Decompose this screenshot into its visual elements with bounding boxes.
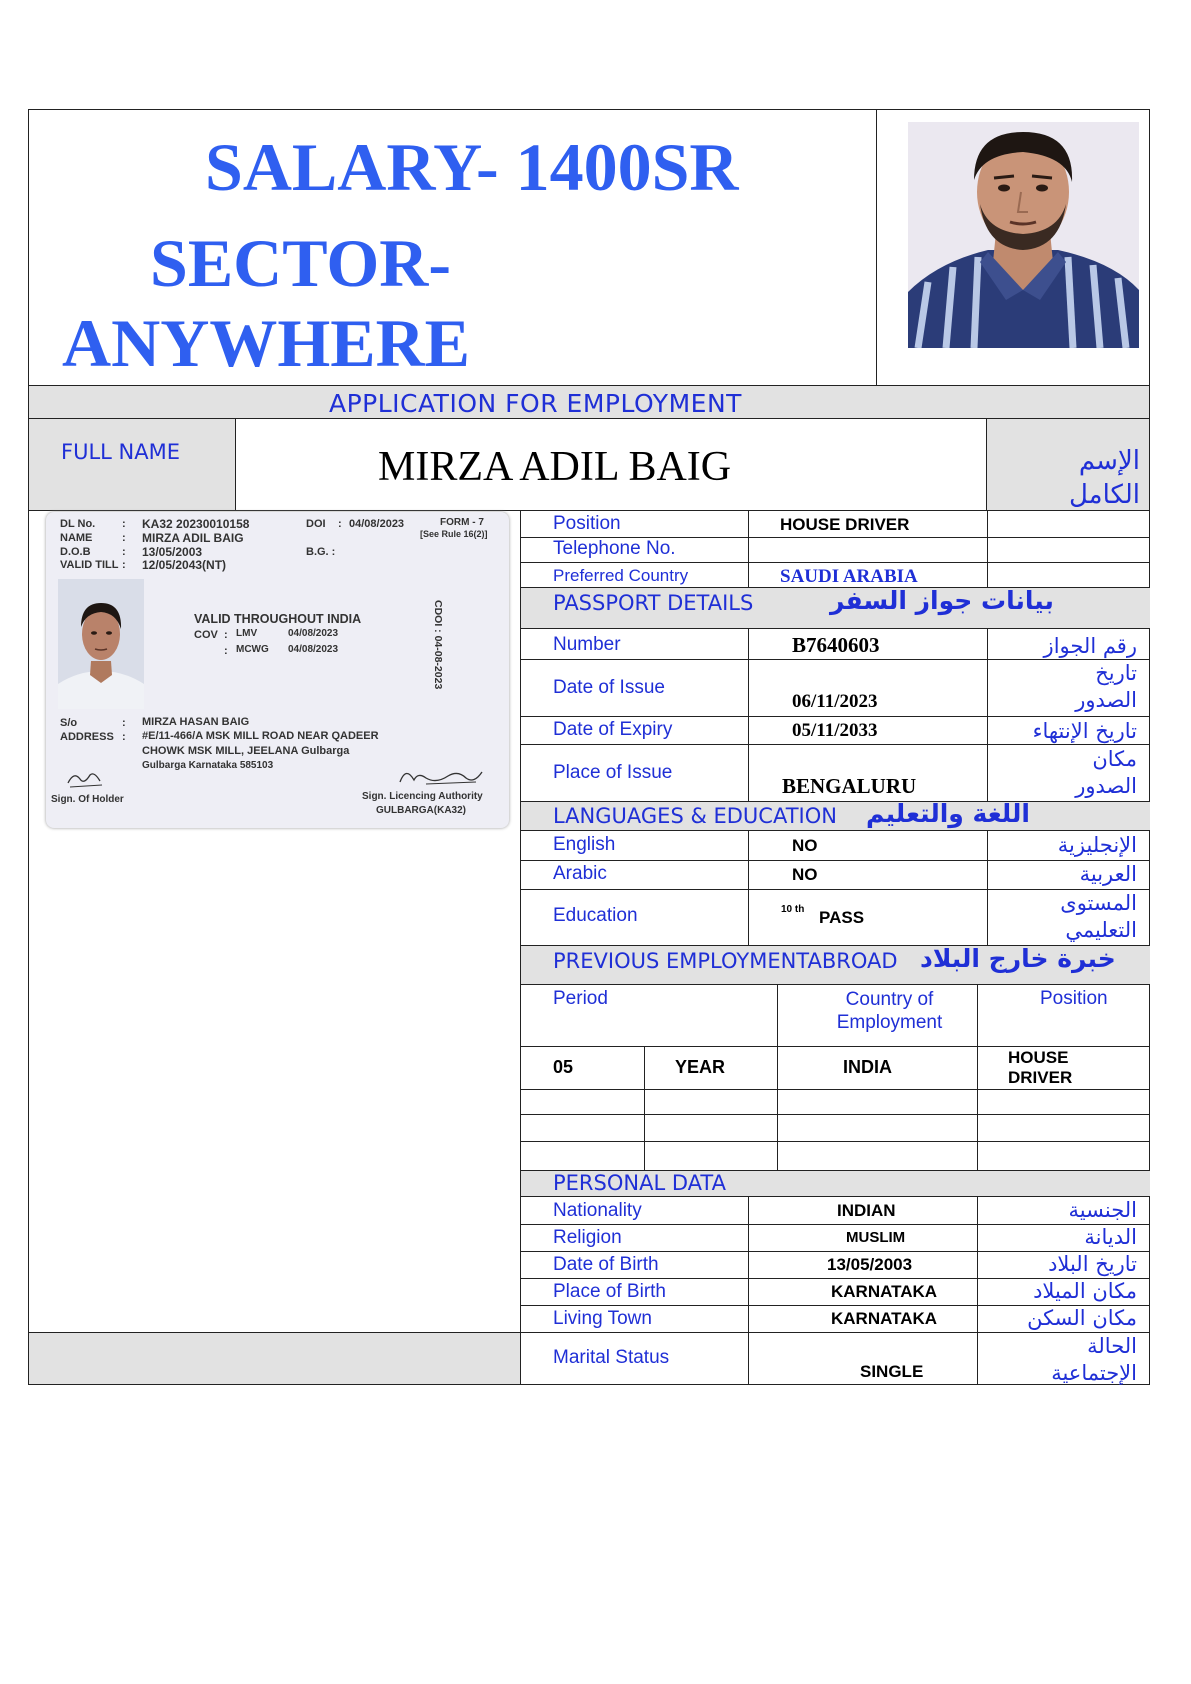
education-ar: المستوى التعليمي [1060,891,1137,942]
license-dob-colon: : [122,546,126,558]
license-cov1: LMV [236,628,258,639]
passport-issue-ar: تاريخ الصدور [1075,661,1137,712]
telephone-label: Telephone No. [553,538,676,559]
passport-issue-label: Date of Issue [553,677,665,698]
birthplace-value: KARNATAKA [831,1282,938,1301]
employment-col-period: Period [553,988,608,1009]
arabic-label: Arabic [553,863,607,884]
marital-status-ar: الحالة الإجتماعية [1051,1334,1137,1385]
education-superscript: 10 th [781,904,805,915]
salary-heading: SALARY- 1400SR [205,129,739,205]
license-doi-colon: : [338,518,342,530]
driving-license-card [46,512,509,828]
license-address-line3: Gulbarga Karnataka 585103 [142,760,274,771]
license-dl-number: KA32 20230010158 [142,517,250,531]
license-holder-sign: Sign. Of Holder [51,794,124,805]
license-address-colon: : [122,731,126,743]
nationality-value: INDIAN [837,1201,896,1220]
license-cdoi: CDOI : 04-08-2023 [432,600,444,690]
marital-status-label: Marital Status [553,1347,670,1368]
birthplace-ar: مكان الميلاد [1033,1279,1137,1303]
col-line [777,1046,778,1170]
english-ar: الإنجليزية [1057,833,1137,857]
passport-number-ar: رقم الجواز [1043,634,1137,658]
dob-label: Date of Birth [553,1254,659,1275]
holder-signature-image [66,767,106,791]
english-label: English [553,834,616,855]
passport-number-label: Number [553,634,621,655]
passport-place-ar: مكان الصدور [1075,747,1137,798]
position-value: HOUSE DRIVER [780,515,910,534]
row-line [521,562,1150,563]
col-line [987,511,988,587]
passport-number-value: B7640603 [792,633,880,657]
license-name-label: NAME [60,532,93,544]
personal-heading: PERSONAL DATA [553,1171,726,1195]
full-name-label-cell [28,419,235,511]
passport-issue-value: 06/11/2023 [792,691,878,712]
col-line [748,629,749,801]
passport-expiry-label: Date of Expiry [553,719,673,740]
license-cov-label: COV [194,629,218,641]
license-address-line2: CHOWK MSK MILL, JEELANA Gulbarga [142,745,350,757]
col-line [748,831,749,945]
languages-heading: LANGUAGES & EDUCATION [553,804,837,828]
nationality-label: Nationality [553,1200,642,1221]
license-rule: [See Rule 16(2)] [420,529,488,539]
license-valid-till-colon: : [122,559,126,571]
employment-position: HOUSE DRIVER [1008,1048,1073,1087]
living-town-value: KARNATAKA [831,1309,938,1328]
license-photo [58,579,144,709]
employment-col-position: Position [1040,988,1108,1009]
arabic-ar: العربية [1079,862,1137,886]
col-line [987,831,988,945]
religion-label: Religion [553,1227,622,1248]
license-cov2-colon: : [224,645,228,657]
col-line [748,1197,749,1385]
license-authority-sign: Sign. Licencing Authority [362,791,483,802]
living-town-label: Living Town [553,1308,652,1329]
license-valid-till-label: VALID TILL [60,559,119,571]
education-label: Education [553,905,638,926]
passport-place-value: BENGALURU [782,774,917,798]
full-name-ar: الإسم الكامل [1068,446,1140,510]
license-cov-colon: : [224,629,228,641]
dob-value: 13/05/2003 [827,1255,913,1274]
license-dob-label: D.O.B [60,546,91,558]
passport-heading: PASSPORT DETAILS [553,591,754,615]
license-so: MIRZA HASAN BAIG [142,716,250,728]
license-valid-throughout: VALID THROUGHOUT INDIA [194,612,362,626]
license-address-line1: #E/11-466/A MSK MILL ROAD NEAR QADEER [142,730,379,742]
passport-place-label: Place of Issue [553,762,673,783]
license-portrait-image [58,579,144,709]
license-so-label: S/o [60,717,78,729]
preferred-country-label: Preferred Country [553,566,689,585]
position-label: Position [553,513,621,534]
full-name-value: MIRZA ADIL BAIG [378,444,732,490]
row-line [521,1046,1150,1047]
license-cov2-date: 04/08/2023 [288,644,339,655]
license-so-colon: : [122,717,126,729]
nationality-ar: الجنسية [1068,1198,1137,1222]
birthplace-label: Place of Birth [553,1281,666,1302]
applicant-portrait-image [908,122,1139,348]
license-bg-label: B.G. : [306,546,336,558]
passport-expiry-value: 05/11/2033 [792,720,878,741]
marital-status-value: SINGLE [860,1362,924,1381]
license-authority: GULBARGA(KA32) [376,805,466,816]
header-divider [876,109,877,386]
row-line [521,716,1150,717]
col-line [977,985,978,1046]
employment-period: 05 [553,1057,574,1077]
license-dl-label: DL No. [60,518,96,530]
col-line [977,1197,978,1385]
employment-heading: PREVIOUS EMPLOYMENTABROAD [553,949,898,973]
dob-ar: تاريخ البلاد [1048,1252,1137,1276]
license-name-colon: : [122,532,126,544]
applicant-photo [908,122,1139,348]
english-value: NO [792,836,818,855]
license-dob: 13/05/2003 [142,545,203,559]
languages-heading-ar: اللغة والتعليم [866,799,1030,828]
license-name: MIRZA ADIL BAIG [142,531,244,545]
passport-heading-ar: بيانات جواز السفر [830,586,1054,615]
col-line [644,1046,645,1170]
left-column-footer [28,1332,521,1385]
row-line [521,1114,1150,1115]
license-cov2: MCWG [236,644,269,655]
passport-expiry-ar: تاريخ الإنتهاء [1032,719,1137,743]
employment-heading-ar: خبرة خارج البلاد [920,944,1116,973]
row-line [521,1141,1150,1142]
sector-heading-line2: ANYWHERE [62,305,471,381]
license-form: FORM - 7 [440,517,484,528]
living-town-ar: مكان السكن [1027,1306,1137,1330]
authority-signature-image [396,762,486,790]
preferred-country-value: SAUDI ARABIA [780,566,918,587]
page-title: APPLICATION FOR EMPLOYMENT [329,389,742,418]
license-valid-till: 12/05/2043(NT) [142,558,227,572]
license-address-label: ADDRESS [60,731,114,743]
religion-ar: الديانة [1084,1225,1137,1249]
row-line [521,1089,1150,1090]
employment-col-country: Country of Employment [836,989,943,1033]
full-name-label: FULL NAME [61,440,180,464]
license-doi: 04/08/2023 [349,518,405,530]
education-value: PASS [819,908,865,927]
col-line [977,1046,978,1170]
license-dl-colon: : [122,518,126,530]
license-doi-label: DOI [306,518,326,530]
col-line [777,985,778,1046]
religion-value: MUSLIM [846,1229,906,1246]
col-line [987,629,988,801]
arabic-value: NO [792,865,818,884]
col-line [748,511,749,587]
license-cov1-date: 04/08/2023 [288,628,339,639]
employment-unit: YEAR [675,1057,726,1077]
employment-country: INDIA [843,1057,892,1077]
sector-heading-line1: SECTOR- [150,225,452,301]
